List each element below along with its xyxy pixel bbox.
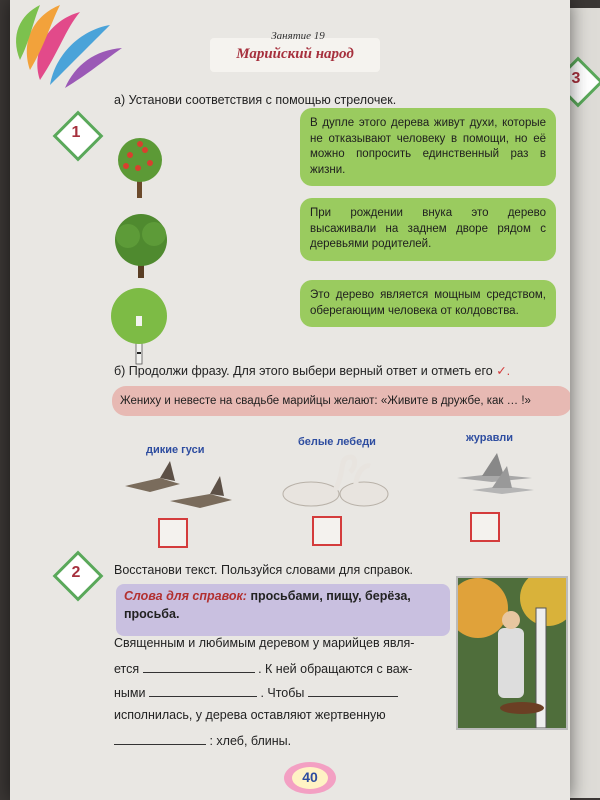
text-line-2 xyxy=(114,660,454,676)
task2-number: 2 xyxy=(71,564,81,581)
line3-mid: . Чтобы xyxy=(260,686,305,700)
option-label-cranes: журавли xyxy=(466,432,513,444)
side-page-number: 3 xyxy=(571,70,581,87)
checkbox-cranes[interactable] xyxy=(470,512,500,542)
task1-badge xyxy=(56,114,96,154)
cranes-icon xyxy=(452,448,542,498)
page-number: 40 xyxy=(302,769,318,785)
blank-4[interactable] xyxy=(114,732,206,745)
checkbox-swans[interactable] xyxy=(312,516,342,546)
page-title: Марийский народ xyxy=(236,46,354,62)
text-line-1: Священным и любимым деревом у марийцев явля- xyxy=(114,636,415,650)
bubble-spirit-tree: В дупле этого дерева живут духи, которые не отказывают человеку в помощи, но её можно попросить единственный раз в жизни. xyxy=(300,108,556,186)
text-line-3 xyxy=(114,684,454,700)
blank-1[interactable] xyxy=(143,660,255,673)
bubble-grandson-tree: При рождении внука это дерево высаживали на заднем дворе рядом с деревьями родителей. xyxy=(300,198,556,261)
task1-number: 1 xyxy=(71,124,81,141)
checkbox-geese[interactable] xyxy=(158,518,188,548)
lesson-label: Занятие 19 xyxy=(271,30,325,42)
man-at-tree-icon xyxy=(458,578,566,728)
rowan-tree-icon xyxy=(110,130,170,200)
check-mark: ✓. xyxy=(496,364,511,378)
birch-tree-icon xyxy=(106,286,176,366)
line2-end: . К ней обращаются с важ- xyxy=(258,662,413,676)
page-number-badge xyxy=(280,758,340,798)
line5-end: : хлеб, блины. xyxy=(209,734,292,748)
wedding-prompt: Жениху и невесте на свадьбе марийцы желают: «Живите в дружбе, как … !» xyxy=(112,386,570,416)
blank-2[interactable] xyxy=(149,684,257,697)
reference-words-box xyxy=(116,584,450,636)
instruction-b-text: б) Продолжи фразу. Для этого выбери верный ответ и отметь его xyxy=(114,364,493,378)
floral-corner-icon xyxy=(10,0,130,90)
task2-instruction: Восстанови текст. Пользуйся словами для справок. xyxy=(114,563,414,577)
task2-badge xyxy=(56,554,96,594)
oak-tree-icon xyxy=(106,210,176,280)
white-swans-icon xyxy=(276,452,396,512)
workbook-page xyxy=(10,0,570,800)
reference-label: Слова для справок: xyxy=(124,589,247,603)
option-label-geese: дикие гуси xyxy=(146,444,205,456)
line2-start: ется xyxy=(114,662,140,676)
bubble-protection-tree: Это дерево является мощным средством, оберегающим человека от колдовства. xyxy=(300,280,556,327)
option-label-swans: белые лебеди xyxy=(298,436,376,448)
blank-3[interactable] xyxy=(308,684,398,697)
illustration-man-at-tree xyxy=(456,576,568,730)
text-line-5 xyxy=(114,732,454,748)
task1-instruction-b xyxy=(114,363,510,378)
line3-start: ными xyxy=(114,686,146,700)
task1-instruction-a: а) Установи соответствия с помощью стрелочек. xyxy=(114,93,397,107)
text-line-4: исполнилась, у дерева оставляют жертвенную xyxy=(114,708,386,722)
reference-words: просьбами, пищу, берёза, просьба. xyxy=(124,589,411,621)
wild-geese-icon xyxy=(120,456,240,516)
